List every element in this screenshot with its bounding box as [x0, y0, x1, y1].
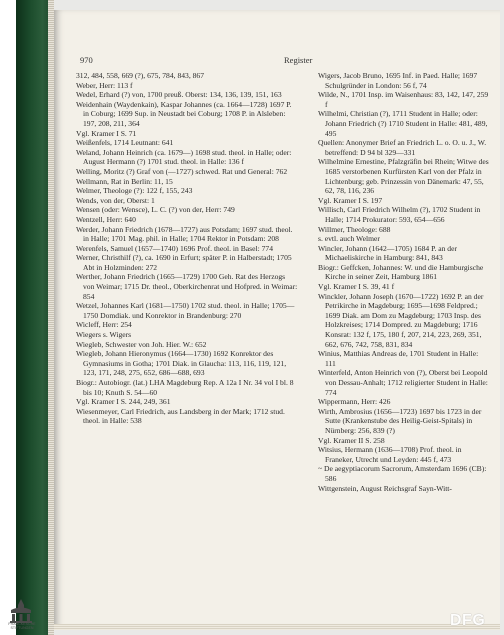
- index-entry: Wilde, N., 1701 Insp. im Waisenhaus: 83, 142, 147, 259 f: [318, 90, 489, 109]
- index-entry: Wetzel, Johannes Karl (1681—1750) 1702 stud. theol. in Halle; 1705—1750 Domdiak. und Konrektor in Brandenburg: 270: [76, 301, 295, 320]
- index-entry: Wilhelmine Ernestine, Pfalzgräfin bei Rhein; Witwe des 1685 verstorbenen Kurfürsten Karl von der Pfalz in Lichtenburg; geb. Prinzessin von Dänemark: 47, 55, 62, 78, 116, 236: [318, 157, 489, 196]
- logo-label: FRANCKESCHE STIFTUNGEN: [8, 622, 36, 630]
- index-entry: Winius, Matthias Andreas de, 1701 Student in Halle: 111: [318, 349, 479, 368]
- index-entry: Weland, Johann Heinrich (ca. 1679—) 1698 stud. theol. in Halle; oder: August Hermann (?) 1701 stud. theol. in Halle: 136 f: [76, 147, 292, 167]
- index-entry: ~ De aegyptiacorum Sacrorum, Amsterdam 1696 (CB): 586: [318, 464, 487, 483]
- index-entry: Vgl. Kramer I S. 244, 249, 361: [76, 397, 171, 407]
- index-entry: Winterfeld, Anton Heinrich von (?), Oberst bei Leopold von Dessau-Anhalt; 1712 religierter Student in Halle: 774: [318, 368, 488, 397]
- index-entry: Welling, Moritz (?) Graf von (—1727) schwed. Rat und General: 762: [76, 166, 288, 176]
- index-entry: Willmer, Theologe: 688: [318, 224, 391, 234]
- index-entry: Weber, Herr: 113 f: [76, 80, 133, 90]
- index-entry: Winckler, Johann Joseph (1670—1722) 1692 P. an der Petrikirche in Magdeburg; 1695—1698 Feldpred.; 1699 Diak. am Dom zu Magdeburg; 1703 Insp. des Holzkreises; 1714 Dompred. zu Magdeburg; 1716 Konsrat: 132 f, 175, 180 f, 207, 214, 223, 269, 351, 662, 676, 742, 758, 831, 834: [318, 291, 484, 349]
- index-entry: Wittgenstein, August Reichsgraf Sayn-Witt-: [318, 483, 452, 493]
- index-entry: Wiegers s. Wigers: [76, 330, 132, 340]
- index-entry: Willisch, Carl Friedrich Wilhelm (?), 1702 Student in Halle; 1714 Prokurator: 593, 654—656: [318, 205, 481, 224]
- index-entry: Wippermann, Herr: 426: [318, 397, 391, 407]
- index-entry: Werenfels, Samuel (1657—1740) 1696 Prof. theol. in Basel: 774: [76, 243, 274, 253]
- index-entry: Vgl. Kramer I S. 71: [76, 128, 137, 138]
- index-entry: Vgl. Kramer I S. 197: [318, 195, 383, 205]
- index-entry: Wilhelmi, Christian (?), 1711 Student in Halle; oder: Johann Friedrich (?) 1710 Student in Halle: 481, 489, 495: [318, 109, 488, 138]
- index-entry: Wentzell, Herr: 640: [76, 214, 136, 224]
- index-entry: Werther, Johann Friedrich (1665—1729) 1700 Geh. Rat des Herzogs von Weimar; 1715 Dr. theol., Oberkirchenrat und Hofpred. in Weimar: 854: [76, 272, 298, 301]
- dfg-watermark: DFG: [450, 612, 486, 629]
- running-head: Register: [284, 55, 313, 65]
- index-entry: Biogr.: Autobiogr. (lat.) LHA Magdeburg Rep. A 12a I Nr. 34 vol I bl. 8 bis 10; Knuth S. 54—60: [76, 378, 294, 397]
- page-number: 970: [80, 55, 93, 65]
- page-edges: [54, 624, 500, 630]
- index-entry: Wicleff, Herr: 254: [76, 320, 132, 330]
- index-entry: Witsius, Hermann (1636—1708) Prof. theol. in Franeker, Utrecht und Leyden: 445 f, 473: [318, 445, 462, 464]
- index-entry: s. evtl. auch Welmer: [318, 234, 380, 244]
- index-entry: Vgl. Kramer II S. 258: [318, 435, 385, 445]
- index-entry: Wiegleb, Schwester von Joh. Hier. W.: 652: [76, 339, 207, 349]
- index-entry: Wellmann, Rat in Berlin: 11, 15: [76, 176, 173, 186]
- index-entry: Weißenfels, 1714 Leutnant: 641: [76, 138, 174, 148]
- index-entry: Biogr.: Geffcken, Johannes: W. und die Hamburgische Kirche in seiner Zeit, Hamburg 1861: [318, 262, 484, 282]
- index-entry: Quellen: Anonymer Brief an Friedrich L. o. O. u. J., W. betreffend: D 94 bl 329—331: [318, 138, 487, 157]
- index-entry: Wensen (oder: Wensce), L. C. (?) von der, Herr: 749: [76, 205, 235, 215]
- index-entry: Wiesenmeyer, Carl Friedrich, aus Landsberg in der Mark; 1712 stud. theol. in Halle: 538: [76, 406, 285, 426]
- index-entry: Wincler, Johann (1642—1705) 1684 P. an der Michaeliskirche in Hamburg: 841, 843: [318, 243, 458, 263]
- index-entry: Werner, Christhilf (?), ca. 1690 in Erfurt; später P. in Halberstadt; 1705 Abt in Holzminden: 272: [76, 253, 292, 272]
- index-entry: Wedel, Erhard (?) von, 1700 preuß. Oberst: 134, 136, 139, 151, 163: [76, 90, 282, 100]
- index-entry: Vgl. Kramer I S. 39, 41 f: [318, 282, 395, 292]
- index-entry: Wiegleb, Johann Hieronymus (1664—1730) 1692 Konrektor des Gymnasiums in Gotha; 1701 Diak. in Glaucha: 113, 116, 119, 121, 123, 171, 248, 275, 652, 686—688, 693: [76, 349, 287, 378]
- index-entry: Wigers, Jacob Bruno, 1695 Inf. in Paed. Halle; 1697 Schulgründer in London: 56 f, 74: [318, 71, 478, 90]
- right-column: [318, 71, 490, 493]
- binding-edge: [0, 0, 16, 635]
- index-entry: Wirth, Ambrosius (1656—1723) 1697 bis 1723 in der Sutte (Krankenstube des Heilig-Geist-Spitals) in Nürnberg: 256, 839 (?): [318, 406, 482, 435]
- index-entry: 312, 484, 558, 669 (?), 675, 784, 843, 867: [76, 71, 205, 80]
- book-spine: [16, 0, 54, 635]
- index-entry: Weidenhain (Waydenkain), Kaspar Johannes (ca. 1664—1728) 1697 P. in Coburg; 1699 Sup. in Neustadt bei Coburg; 1708 P. in Alsleben: 197, 208, 211, 364: [76, 99, 292, 128]
- left-column: [76, 71, 298, 426]
- index-entry: Werder, Johann Friedrich (1678—1727) aus Potsdam; 1697 stud. theol. in Halle; 1701 Mag. phil. in Halle; 1704 Rektor in Potsdam: 208: [76, 224, 293, 244]
- index-entry: Welmer, Theologe (?): 122 f, 155, 243: [76, 186, 193, 196]
- index-entry: Wends, von der, Oberst: 1: [76, 195, 155, 205]
